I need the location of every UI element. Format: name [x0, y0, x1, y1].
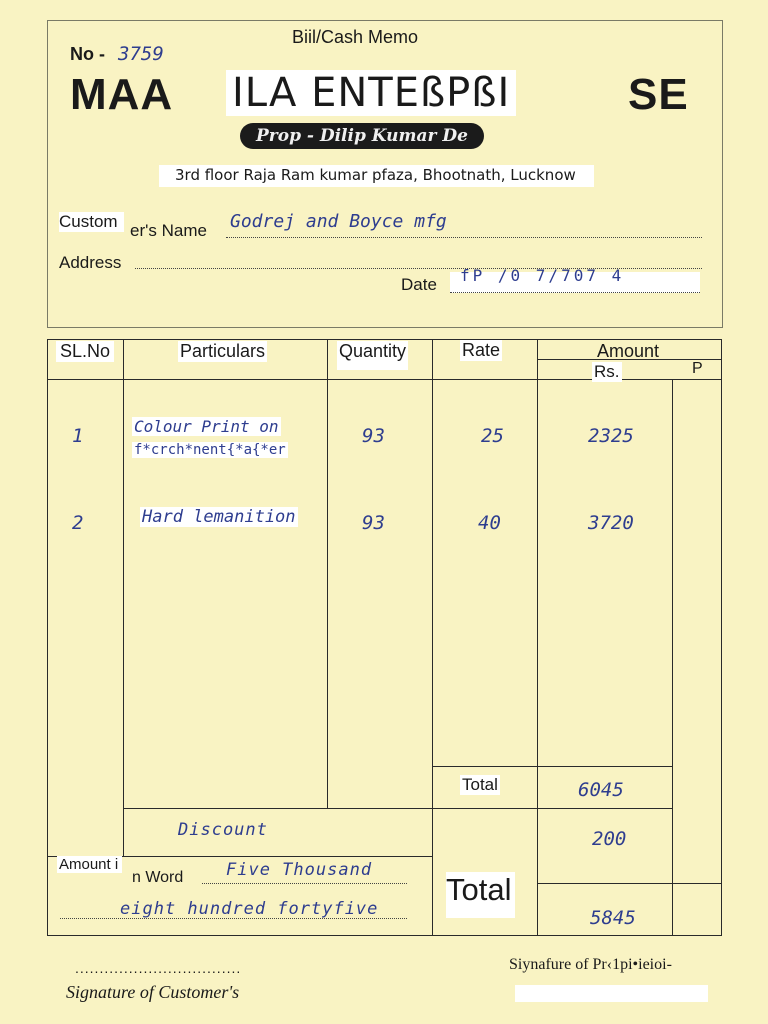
table-right-border: [721, 339, 722, 936]
customer-name-label-a: Custom: [59, 212, 124, 232]
date-value: fP /0 7/707 4: [460, 266, 625, 285]
row2-particular: Hard lemanition: [142, 507, 296, 527]
date-label: Date: [401, 275, 437, 294]
header-paise: P: [692, 360, 703, 377]
total-label: Total: [462, 775, 498, 794]
table-left-border: [47, 339, 48, 936]
memo-number-label: No -: [70, 44, 105, 64]
shop-name-middle: ILA ENTEßPßI: [226, 70, 516, 116]
address-label: Address: [59, 253, 122, 272]
amount-in-words-label-gap: [57, 872, 133, 884]
memo-number-value: 3759: [118, 43, 164, 65]
row1-particular-line1: Colour Print on: [134, 417, 279, 436]
total-row-top-line: [432, 766, 672, 767]
row1-particular-line2: f*crch*nent{*a{*er: [134, 442, 286, 458]
total-value: 6045: [578, 779, 624, 801]
sl-column-line: [123, 339, 124, 857]
row2-rate: 40: [478, 512, 501, 534]
proprietor-signature-area: [515, 985, 708, 1002]
particulars-column-line: [327, 339, 328, 809]
discount-value: 200: [592, 828, 627, 850]
grand-total-top-line: [538, 883, 722, 884]
grand-total-label: Total: [446, 872, 515, 918]
header-quantity: Quantity: [337, 341, 408, 370]
rate-column-line: [537, 339, 538, 936]
total-row-bottom-line: [123, 808, 672, 809]
grand-total-value: 5845: [590, 907, 636, 929]
customer-name-value: Godrej and Boyce mfg: [230, 211, 447, 232]
row1-rate: 25: [481, 425, 504, 447]
shop-address: 3rd floor Raja Ram kumar pfaza, Bhootnath, Lucknow: [159, 165, 594, 187]
memo-title: Biil/Cash Memo: [292, 27, 419, 47]
table-bottom-border: [47, 935, 722, 936]
row1-sl: 1: [72, 425, 84, 447]
proprietor-banner: Prop - Dilip Kumar De: [240, 123, 484, 149]
row2-sl: 2: [72, 512, 84, 534]
header-sl-no: SL.No: [56, 341, 114, 362]
shop-name-right: SE: [628, 70, 689, 119]
row2-amount: 3720: [588, 512, 634, 534]
amount-in-words-label-a: Amount i: [57, 856, 122, 873]
amount-in-words-label-b: n Word: [132, 869, 184, 886]
paise-column-line: [672, 379, 673, 936]
amount-in-words-value1: Five Thousand: [226, 860, 373, 880]
shop-name-left: MAA: [70, 70, 174, 119]
header-rate: Rate: [462, 340, 501, 360]
quantity-column-line: [432, 339, 433, 936]
discount-label: Discount: [178, 820, 268, 840]
row2-quantity: 93: [362, 512, 385, 534]
customer-name-label-b: er's Name: [130, 221, 207, 240]
row1-quantity: 93: [362, 425, 385, 447]
customer-signature-line: ..................................: [75, 960, 242, 976]
amount-in-words-value2: eight hundred fortyfive: [120, 899, 379, 919]
customer-signature-label: Signature of Customer's: [66, 982, 240, 1002]
header-particulars: Particulars: [180, 341, 266, 361]
table-top-border: [47, 339, 722, 340]
row1-amount: 2325: [588, 425, 634, 447]
header-amount: Amount: [597, 341, 660, 361]
proprietor-signature-label: Siynafure of Pr‹1pi•ieioi-: [509, 956, 672, 973]
header-rupees: Rs.: [594, 362, 620, 381]
